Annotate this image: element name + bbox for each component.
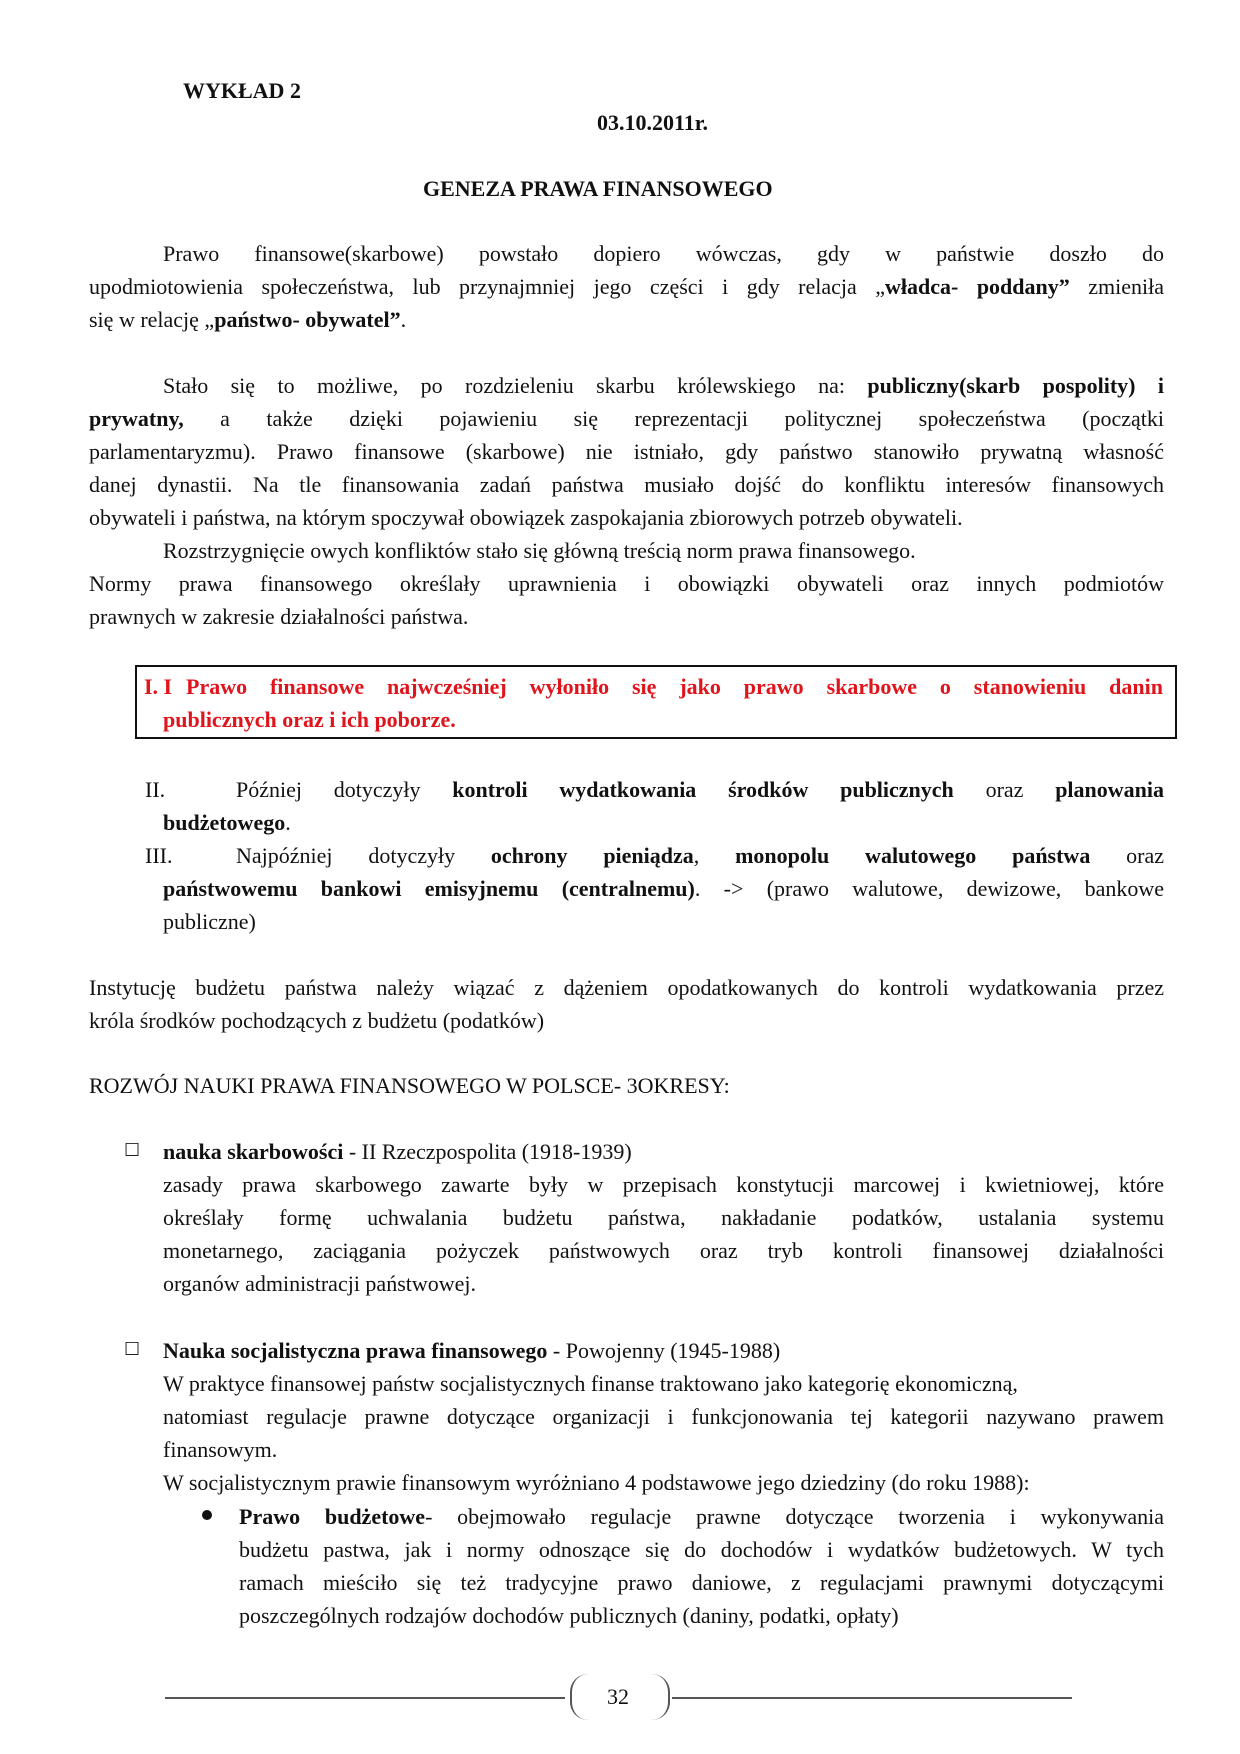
para3-line2: króla środków pochodzących z budżetu (podatków) <box>89 1008 545 1033</box>
point1-marker: I. I <box>144 674 173 699</box>
para2-line1: Stało się to możliwe, po rozdzieleniu skarbu królewskiego na: publiczny(skarb pospolity) i <box>163 373 1165 398</box>
para1-line2: upodmiotowienia społeczeństwa, lub przynajmniej jego części i gdy relacja „władca- poddany” zmieniła <box>89 274 1164 299</box>
period1-line2: określały formę uchwalania budżetu państwa, nakładanie podatków, ustalania systemu <box>163 1205 1164 1230</box>
para1-line1: Prawo finansowe(skarbowe) powstało dopiero wówczas, gdy w państwie doszło do <box>163 241 1164 266</box>
bullet-icon <box>202 1510 212 1520</box>
lecture-title: WYKŁAD 2 <box>183 78 301 103</box>
period1-line3: monetarnego, zaciągania pożyczek państwowych oraz tryb kontroli finansowej działalności <box>163 1238 1164 1263</box>
para1-line3: się w relację „państwo- obywatel”. <box>89 307 407 332</box>
bullet-line1: Prawo budżetowe- obejmowało regulacje prawne dotyczące tworzenia i wykonywania <box>239 1504 1164 1529</box>
point2-line1: Później dotyczyły kontroli wydatkowania środków publicznych oraz planowania <box>236 777 1165 802</box>
point2-marker: II. <box>145 777 166 802</box>
period2-line2: natomiast regulacje prawne dotyczące organizacji i funkcjonowania tej kategorii nazywano prawem <box>163 1404 1164 1429</box>
para2-line7: Normy prawa finansowego określały uprawnienia i obowiązki obywateli oraz innych podmiotów <box>89 571 1164 596</box>
period1-line4: organów administracji państwowej. <box>163 1271 477 1296</box>
point1-line2: publicznych oraz i ich poborze. <box>163 707 456 732</box>
para2-line3: parlamentaryzmu). Prawo finansowe (skarbowe) nie istniało, gdy państwo stanowiło prywatną własność <box>89 439 1164 464</box>
bullet-line4: poszczególnych rodzajów dochodów publicznych (daniny, podatki, opłaty) <box>239 1603 899 1628</box>
point3-line3: publiczne) <box>163 909 256 934</box>
para3-line1: Instytucję budżetu państwa należy wiązać z dążeniem opodatkowanych do kontroli wydatkowania przez <box>89 975 1164 1000</box>
para2-line6: Rozstrzygnięcie owych konfliktów stało się główną treścią norm prawa finansowego. <box>163 538 916 563</box>
period1-heading: nauka skarbowości - II Rzeczpospolita (1918-1939) <box>163 1139 632 1164</box>
para2-line4: danej dynastii. Na tle finansowania zadań państwa musiało dojść do konfliktu interesów finansowych <box>89 472 1164 497</box>
bullet-line3: ramach mieściło się też tradycyjne prawo daniowe, z regulacjami prawnymi dotyczącymi <box>239 1570 1164 1595</box>
period2-line3: finansowym. <box>163 1437 278 1462</box>
period2-line1: W praktyce finansowej państw socjalistycznych finanse traktowano jako kategorię ekonomiczną, <box>163 1371 1018 1396</box>
bullet-line2: budżetu pastwa, jak i normy odnoszące się do dochodów i wydatków budżetowych. W tych <box>239 1537 1164 1562</box>
lecture-date: 03.10.2011r. <box>597 110 709 135</box>
point3-marker: III. <box>145 843 173 868</box>
point3-line2: państwowemu bankowi emisyjnemu (centralnemu). -> (prawo walutowe, dewizowe, bankowe <box>163 876 1164 901</box>
page-number: 32 <box>607 1684 629 1709</box>
para2-line5: obywateli i państwa, na którym spoczywał obowiązek zaspokajania zbiorowych potrzeb obywateli. <box>89 505 963 530</box>
point2-line2: budżetowego. <box>163 810 291 835</box>
period2-line4: W socjalistycznym prawie finansowym wyróżniano 4 podstawowe jego dziedziny (do roku 1988): <box>163 1470 1030 1495</box>
period1-line1: zasady prawa skarbowego zawarte były w przepisach konstytucji marcowej i kwietniowej, które <box>163 1172 1164 1197</box>
point1-line1: Prawo finansowe najwcześniej wyłoniło się jako prawo skarbowe o stanowieniu danin <box>186 674 1163 699</box>
footer-rule-right <box>672 1697 1072 1699</box>
footer-rule-left <box>165 1697 565 1699</box>
section-title: GENEZA PRAWA FINANSOWEGO <box>423 176 773 201</box>
para2-line8: prawnych w zakresie działalności państwa. <box>89 604 469 629</box>
period2-heading: Nauka socjalistyczna prawa finansowego - Powojenny (1945-1988) <box>163 1338 781 1363</box>
checkbox-icon: ☐︎ <box>124 1339 141 1360</box>
para2-line2: prywatny, a także dzięki pojawieniu się reprezentacji politycznej społeczeństwa (początki <box>89 406 1164 431</box>
point3-line1: Najpóźniej dotyczyły ochrony pieniądza, monopolu walutowego państwa oraz <box>236 843 1164 868</box>
checkbox-icon: ☐︎ <box>124 1140 141 1161</box>
section2-title: ROZWÓJ NAUKI PRAWA FINANSOWEGO W POLSCE- 3OKRESY: <box>89 1073 730 1098</box>
